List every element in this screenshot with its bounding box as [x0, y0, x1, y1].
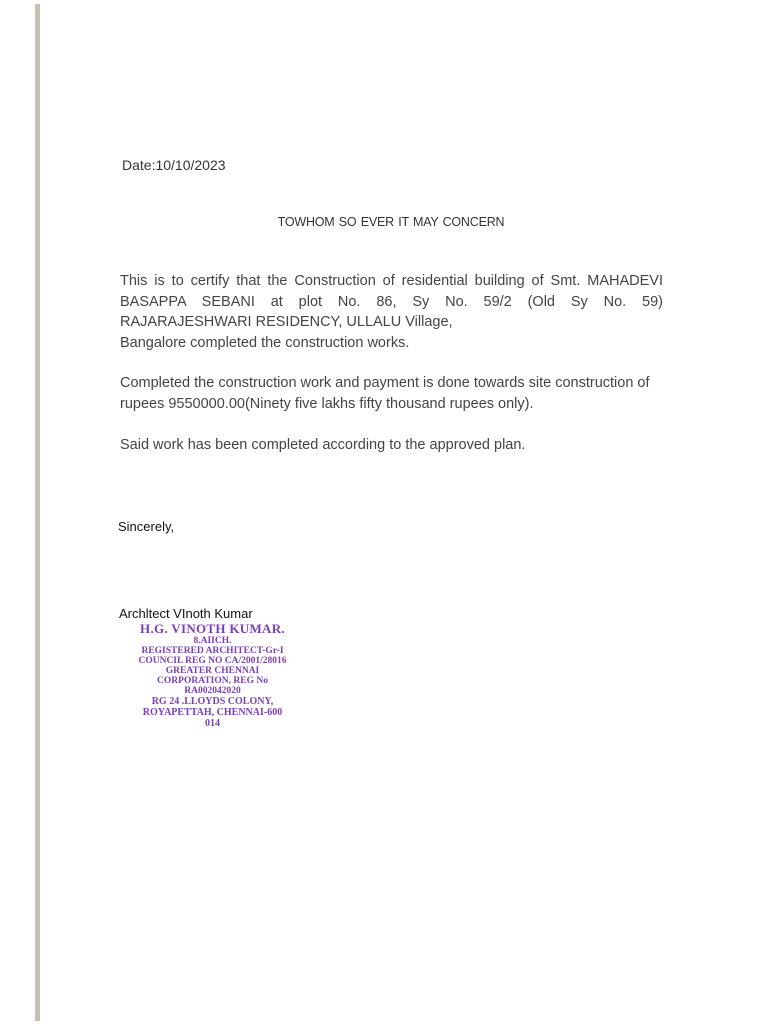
stamp-line: RA002042020 [184, 686, 241, 696]
payment-paragraph: Completed the construction work and payment is done towards site construction of rupees 9550000.00(Ninety five lakhs fifty thousand rupees only). [120, 375, 650, 412]
paragraph-line: BASAPPA SEBANI at plot No. 86, Sy No. 59/2 (Old Sy No. 59) [120, 293, 663, 310]
paragraph-line: This is to certify that the Construction of residential building of Smt. MAHADEVI [120, 273, 663, 289]
stamp-line: 8.AIICH. [193, 636, 232, 646]
stamp-line: COUNCIL REG NO CA/2001/28016 [138, 656, 287, 666]
stamp-line: ROYAPETTAH, CHENNAI-600 [142, 707, 283, 718]
completion-paragraph: Said work has been completed according to the approved plan. [120, 437, 526, 453]
letter-subject: TOWHOM SO EVER IT MAY CONCERN [277, 215, 505, 229]
closing-salutation: Sincerely, [118, 519, 175, 534]
stamp-line: RG 24 .LLOYDS COLONY, [151, 696, 274, 707]
stamp-line: 014 [205, 718, 220, 729]
stamp-line: REGISTERED ARCHITECT-Gr-I [141, 646, 284, 656]
paragraph-line: Bangalore completed the construction works. [120, 334, 410, 351]
architect-stamp [110, 621, 315, 729]
stamp-name: H.G. VINOTH KUMAR. [140, 621, 285, 636]
certification-paragraph [120, 271, 663, 353]
signatory-name: Archltect VInoth Kumar [119, 606, 253, 621]
paragraph-line: RAJARAJESHWARI RESIDENCY, ULLALU Village, [120, 314, 453, 330]
stamp-line: GREATER CHENNAI [165, 666, 260, 676]
stamp-line: CORPORATION, REG No [157, 676, 268, 686]
letter-date: Date:10/10/2023 [122, 157, 226, 173]
